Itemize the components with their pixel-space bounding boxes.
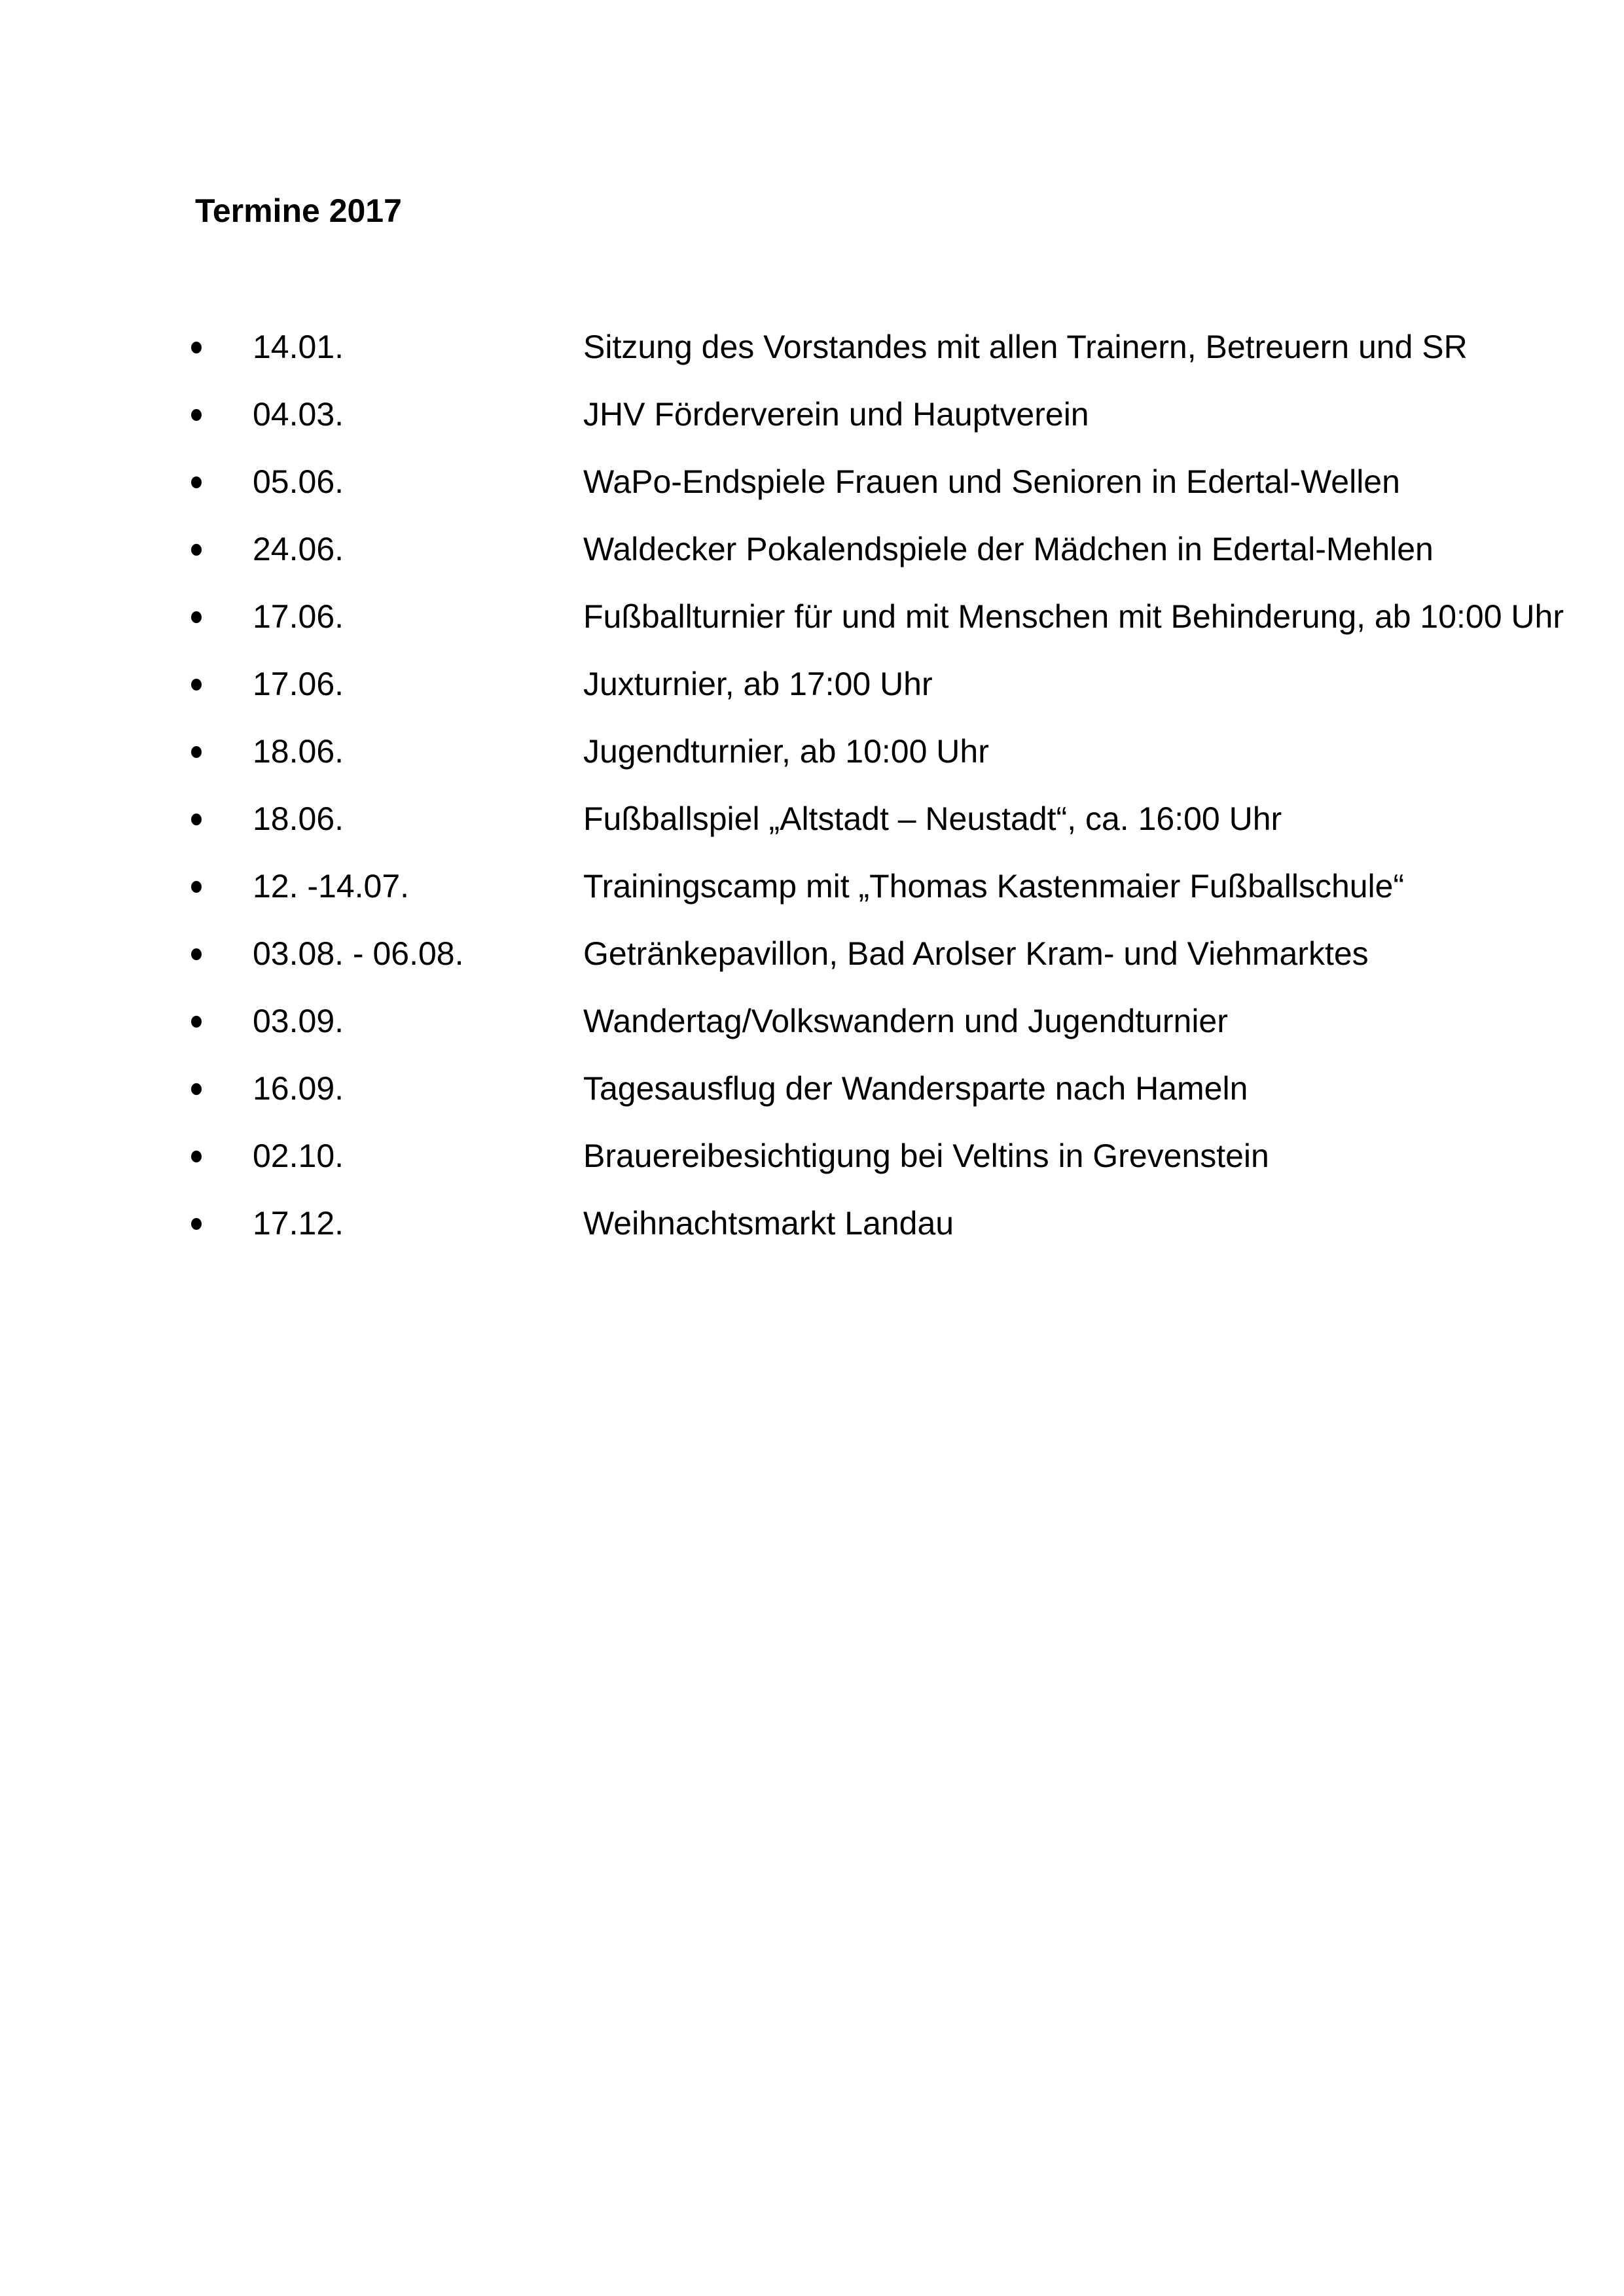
list-item (0, 461, 1624, 528)
list-item (0, 865, 1624, 933)
bullet-icon (191, 881, 202, 893)
list-item (0, 1067, 1624, 1135)
event-description: Fußballspiel „Altstadt – Neustadt“, ca. 16:00 Uhr (583, 800, 1282, 837)
bullet-icon (191, 1151, 202, 1162)
event-description: JHV Förderverein und Hauptverein (583, 396, 1089, 433)
event-description: Wandertag/Volkswandern und Jugendturnier (583, 1003, 1228, 1039)
list-item (0, 596, 1624, 663)
event-description: Brauereibesichtigung bei Veltins in Grevenstein (583, 1138, 1269, 1174)
list-item (0, 1000, 1624, 1067)
event-description: Juxturnier, ab 17:00 Uhr (583, 666, 933, 702)
event-list (0, 326, 1624, 1270)
event-date: 04.03. (253, 396, 344, 433)
event-date: 05.06. (253, 463, 344, 500)
list-item (0, 798, 1624, 865)
list-item (0, 393, 1624, 461)
bullet-icon (191, 409, 202, 421)
list-item (0, 730, 1624, 798)
event-date: 03.08. - 06.08. (253, 935, 464, 972)
event-description: Trainingscamp mit „Thomas Kastenmaier Fußballschule“ (583, 868, 1405, 905)
list-item (0, 933, 1624, 1000)
bullet-icon (191, 814, 202, 825)
list-item (0, 1135, 1624, 1202)
bullet-icon (191, 746, 202, 758)
event-date: 02.10. (253, 1138, 344, 1174)
event-date: 18.06. (253, 800, 344, 837)
event-description: Tagesausflug der Wandersparte nach Hameln (583, 1070, 1248, 1107)
list-item (0, 528, 1624, 596)
bullet-icon (191, 342, 202, 353)
event-date: 17.06. (253, 666, 344, 702)
event-date: 12. -14.07. (253, 868, 410, 905)
list-item (0, 1202, 1624, 1270)
event-date: 16.09. (253, 1070, 344, 1107)
event-description: Fußballturnier für und mit Menschen mit Behinderung, ab 10:00 Uhr (583, 598, 1564, 635)
bullet-icon (191, 679, 202, 691)
bullet-icon (191, 1016, 202, 1028)
list-item (0, 326, 1624, 393)
event-date: 17.12. (253, 1205, 344, 1242)
event-date: 18.06. (253, 733, 344, 770)
event-description: Getränkepavillon, Bad Arolser Kram- und Viehmarktes (583, 935, 1369, 972)
event-date: 14.01. (253, 329, 344, 365)
event-description: Jugendturnier, ab 10:00 Uhr (583, 733, 989, 770)
event-description: Sitzung des Vorstandes mit allen Trainern, Betreuern und SR (583, 329, 1468, 365)
event-description: Weihnachtsmarkt Landau (583, 1205, 954, 1242)
event-date: 03.09. (253, 1003, 344, 1039)
bullet-icon (191, 1218, 202, 1230)
bullet-icon (191, 476, 202, 488)
bullet-icon (191, 948, 202, 960)
event-date: 17.06. (253, 598, 344, 635)
event-description: Waldecker Pokalendspiele der Mädchen in Edertal-Mehlen (583, 531, 1434, 567)
bullet-icon (191, 544, 202, 556)
bullet-icon (191, 1083, 202, 1095)
page-title: Termine 2017 (195, 192, 402, 229)
event-description: WaPo-Endspiele Frauen und Senioren in Edertal-Wellen (583, 463, 1400, 500)
bullet-icon (191, 611, 202, 623)
list-item (0, 663, 1624, 730)
event-date: 24.06. (253, 531, 344, 567)
